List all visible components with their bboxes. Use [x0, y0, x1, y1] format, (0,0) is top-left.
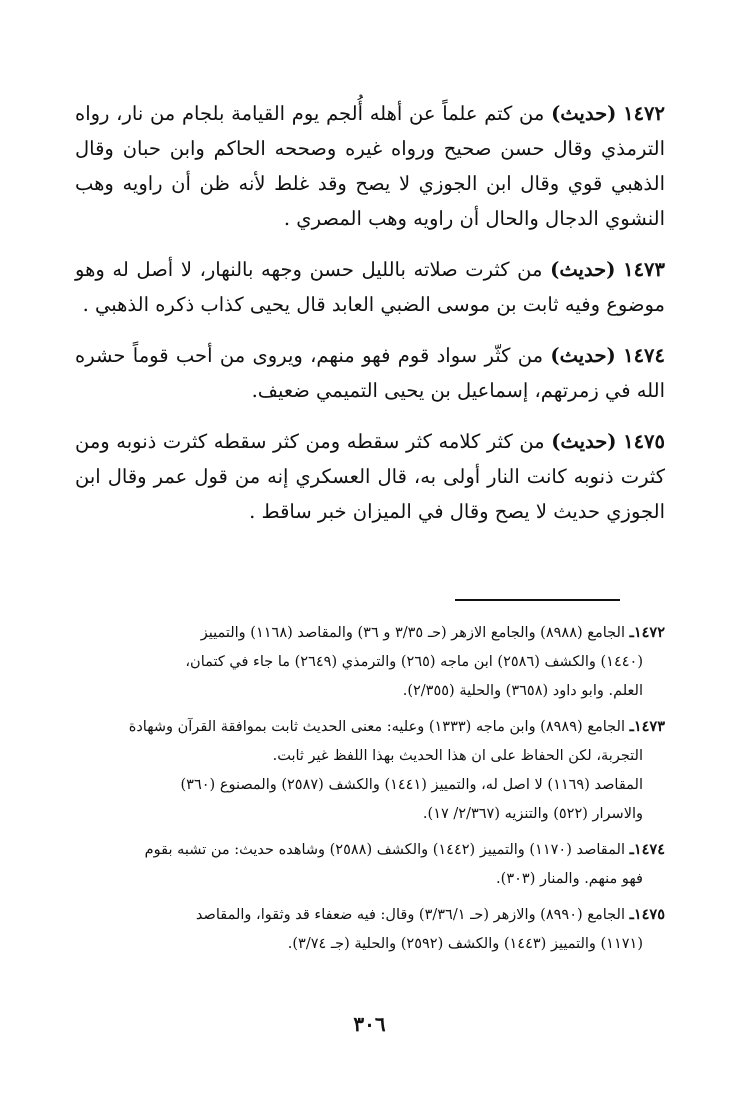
footnote-line: العلم. وابو داود (٣٦٥٨) والحلية (٢/٣٥٥). — [402, 683, 643, 699]
footnote-line: (١١٧١) والتمييز (١٤٤٣) والكشف (٢٥٩٢) والحلية (جـ ٣/٧٤). — [287, 936, 643, 952]
hadith-entry — [75, 96, 665, 236]
main-text — [75, 96, 665, 545]
footnote — [75, 618, 665, 706]
footnote-text: المقاصد (١١٧٠) والتمييز (١٤٤٢) والكشف (٢٥٨٨) وشاهده حديث: من تشبه بقوم — [144, 842, 625, 858]
footnote-line: التجربة، لكن الحفاظ على ان هذا الحديث بهذا اللفظ غير ثابت. — [272, 748, 643, 764]
hadith-number: ١٤٧٥ — [623, 430, 666, 453]
footnote-text: الجامع (٨٩٨٩) وابن ماجه (١٣٣٣) وعليه: معنى الحديث ثابت بموافقة القرآن وشهادة — [128, 719, 625, 735]
footnote-line — [75, 900, 665, 930]
footnote — [75, 900, 665, 959]
footnote-number: ١٤٧٣ـ — [629, 718, 665, 735]
hadith-entry — [75, 338, 665, 408]
footnote-text: الجامع (٨٩٩٠) والازهر (حـ ٣/٣٦/١) وقال: فيه ضعفاء قد وثقوا، والمقاصد — [195, 907, 625, 923]
footnote-number: ١٤٧٤ـ — [629, 841, 665, 858]
footnote-number: ١٤٧٥ـ — [629, 906, 665, 923]
hadith-number: ١٤٧٤ — [623, 344, 666, 367]
hadith-label: (حديث) — [551, 430, 617, 453]
footnote-text: الجامع (٨٩٨٨) والجامع الازهر (حـ ٣/٣٥ و ٣٦) والمقاصد (١١٦٨) والتمييز — [200, 625, 625, 641]
hadith-entry — [75, 252, 665, 322]
footnote-line — [75, 618, 665, 648]
footnote-number: ١٤٧٢ـ — [629, 624, 665, 641]
page-number: ٣٠٦ — [353, 1012, 386, 1036]
footnote-line: المقاصد (١١٦٩) لا اصل له، والتمييز (١٤٤١) والكشف (٢٥٨٧) والمصنوع (٣٦٠) — [180, 777, 643, 793]
footnote-line: فهو منهم. والمنار (٣٠٣). — [496, 871, 643, 887]
hadith-label: (حديث) — [551, 102, 617, 125]
footnote-line — [75, 835, 665, 865]
hadith-entry — [75, 424, 665, 529]
footnotes — [75, 618, 665, 965]
footnote-separator — [455, 599, 620, 601]
hadith-number: ١٤٧٢ — [623, 102, 666, 125]
hadith-number: ١٤٧٣ — [623, 258, 665, 281]
hadith-label: (حديث) — [550, 258, 616, 281]
hadith-text: من كثرت صلاته بالليل حسن وجهه بالنهار، لا أصل له وهو موضوع وفيه ثابت بن موسى الضبي العابد قال يحيى كذاب ذكره الذهبي . — [75, 258, 665, 316]
hadith-label: (حديث) — [550, 344, 616, 367]
hadith-text: من كتم علماً عن أهله أُلجم يوم القيامة بلجام من نار، رواه الترمذي وقال حسن صحيح ورواه غيره وصححه الحاكم وابن حبان وقال الذهبي قوي وقال ابن الجوزي لا يصح وقد غلط لأنه ظن أن راويه وهب النشوي الدجال والحال أن راويه وهب المصري . — [75, 102, 665, 230]
footnote-line: والاسرار (٥٢٢) والتنزيه (٢/٣٦٧/ ١٧). — [422, 806, 643, 822]
hadith-text: من كثّر سواد قوم فهو منهم، ويروى من أحب قوماً حشره الله في زمرتهم، إسماعيل بن يحيى التميمي ضعيف. — [75, 344, 665, 402]
footnote-line — [75, 712, 665, 742]
footnote — [75, 835, 665, 894]
footnote-line: (١٤٤٠) والكشف (٢٥٨٦) ابن ماجه (٢٦٥) والترمذي (٢٦٤٩) ما جاء في كتمان، — [185, 654, 643, 670]
hadith-text: من كثر كلامه كثر سقطه ومن كثر سقطه كثرت ذنوبه ومن كثرت ذنوبه كانت النار أولى به، قال العسكري إنه من قول عمر وقال ابن الجوزي حديث لا يصح وقال في الميزان خبر ساقط . — [75, 430, 665, 523]
footnote — [75, 712, 665, 829]
